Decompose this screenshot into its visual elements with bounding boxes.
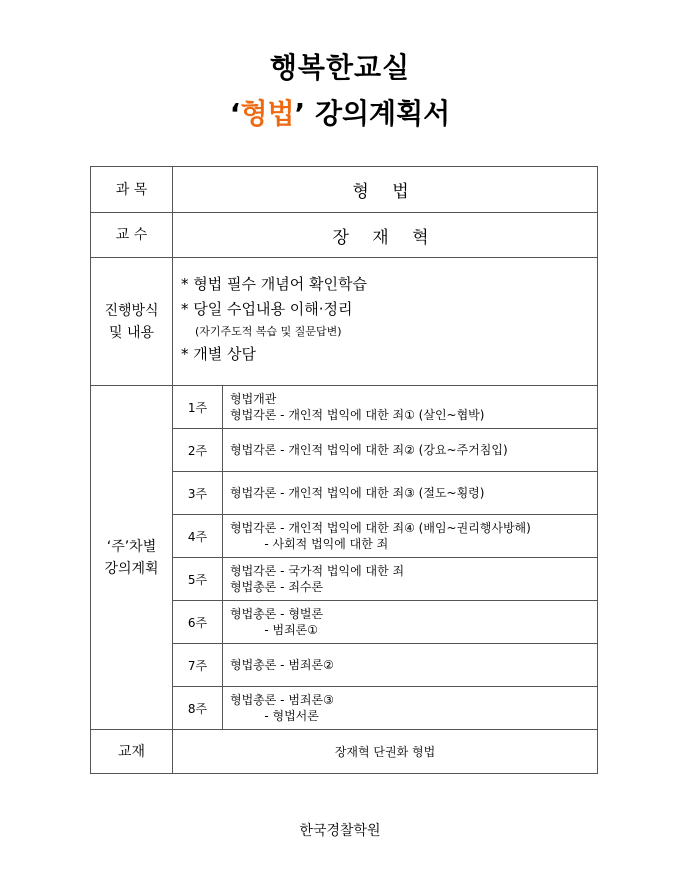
week-content	[223, 687, 598, 730]
professor-value: 장 재 혁	[173, 213, 598, 258]
week-content	[223, 515, 598, 558]
week-line: 형법개관	[230, 392, 277, 406]
week-content	[223, 429, 598, 472]
method-row	[91, 258, 598, 386]
week-content	[223, 558, 598, 601]
week-line: 형법총론 - 범죄론②	[230, 658, 334, 672]
subject-row	[91, 167, 598, 213]
week-number: 7주	[173, 644, 223, 687]
week-row	[91, 386, 598, 429]
textbook-row	[91, 730, 598, 774]
subtitle-quote-close: ’	[294, 97, 306, 130]
weekly-label-line1: ‘주’차별	[106, 538, 157, 555]
method-item-note: (자기주도적 복습 및 질문답변)	[195, 325, 342, 338]
week-line: 형법각론 - 개인적 법익에 대한 죄④ (배임~권리행사방해)	[230, 521, 531, 535]
week-content	[223, 472, 598, 515]
method-label-line1: 진행방식	[104, 302, 159, 319]
lecture-plan-table	[90, 166, 598, 774]
week-content	[223, 644, 598, 687]
method-label-line2: 및 내용	[108, 324, 155, 341]
week-content	[223, 386, 598, 429]
week-number: 8주	[173, 687, 223, 730]
week-line: 형법각론 - 개인적 법익에 대한 죄① (살인~협박)	[230, 408, 485, 422]
week-line: 형법각론 - 개인적 법익에 대한 죄③ (절도~횡령)	[230, 486, 485, 500]
week-line: - 형법서론	[230, 709, 319, 723]
subject-label: 과 목	[91, 167, 173, 213]
week-number: 5주	[173, 558, 223, 601]
professor-row	[91, 213, 598, 258]
week-line: - 사회적 법익에 대한 죄	[230, 537, 389, 551]
week-number: 1주	[173, 386, 223, 429]
method-item: * 당일 수업내용 이해·정리	[181, 300, 353, 318]
method-content	[173, 258, 598, 386]
week-number: 3주	[173, 472, 223, 515]
week-line: 형법총론 - 형벌론	[230, 607, 324, 621]
week-number: 6주	[173, 601, 223, 644]
document-title: 행복한교실	[269, 51, 411, 84]
week-line: 형법총론 - 죄수론	[230, 580, 324, 594]
method-label	[91, 258, 173, 386]
subtitle-subject: 형법	[240, 97, 295, 130]
textbook-label: 교재	[91, 730, 173, 774]
subtitle-rest: 강의계획서	[314, 97, 451, 130]
week-line: 형법총론 - 범죄론③	[230, 693, 334, 707]
week-line: 형법각론 - 국가적 법익에 대한 죄	[230, 564, 405, 578]
subtitle-quote-open: ‘	[229, 97, 241, 130]
week-number: 4주	[173, 515, 223, 558]
method-item: * 개별 상담	[181, 345, 256, 363]
textbook-value: 장재혁 단권화 형법	[173, 730, 598, 774]
weekly-label	[91, 386, 173, 730]
week-content	[223, 601, 598, 644]
method-item: * 형법 필수 개념어 확인학습	[181, 275, 367, 293]
week-line: - 범죄론①	[230, 623, 319, 637]
weekly-label-line2: 강의계획	[104, 560, 159, 577]
professor-label: 교 수	[91, 213, 173, 258]
footer-institution: 한국경찰학원	[299, 823, 381, 839]
week-line: 형법각론 - 개인적 법익에 대한 죄② (강요~주거침입)	[230, 443, 508, 457]
week-number: 2주	[173, 429, 223, 472]
subject-value: 형 법	[173, 167, 598, 213]
document-subtitle	[0, 92, 680, 132]
